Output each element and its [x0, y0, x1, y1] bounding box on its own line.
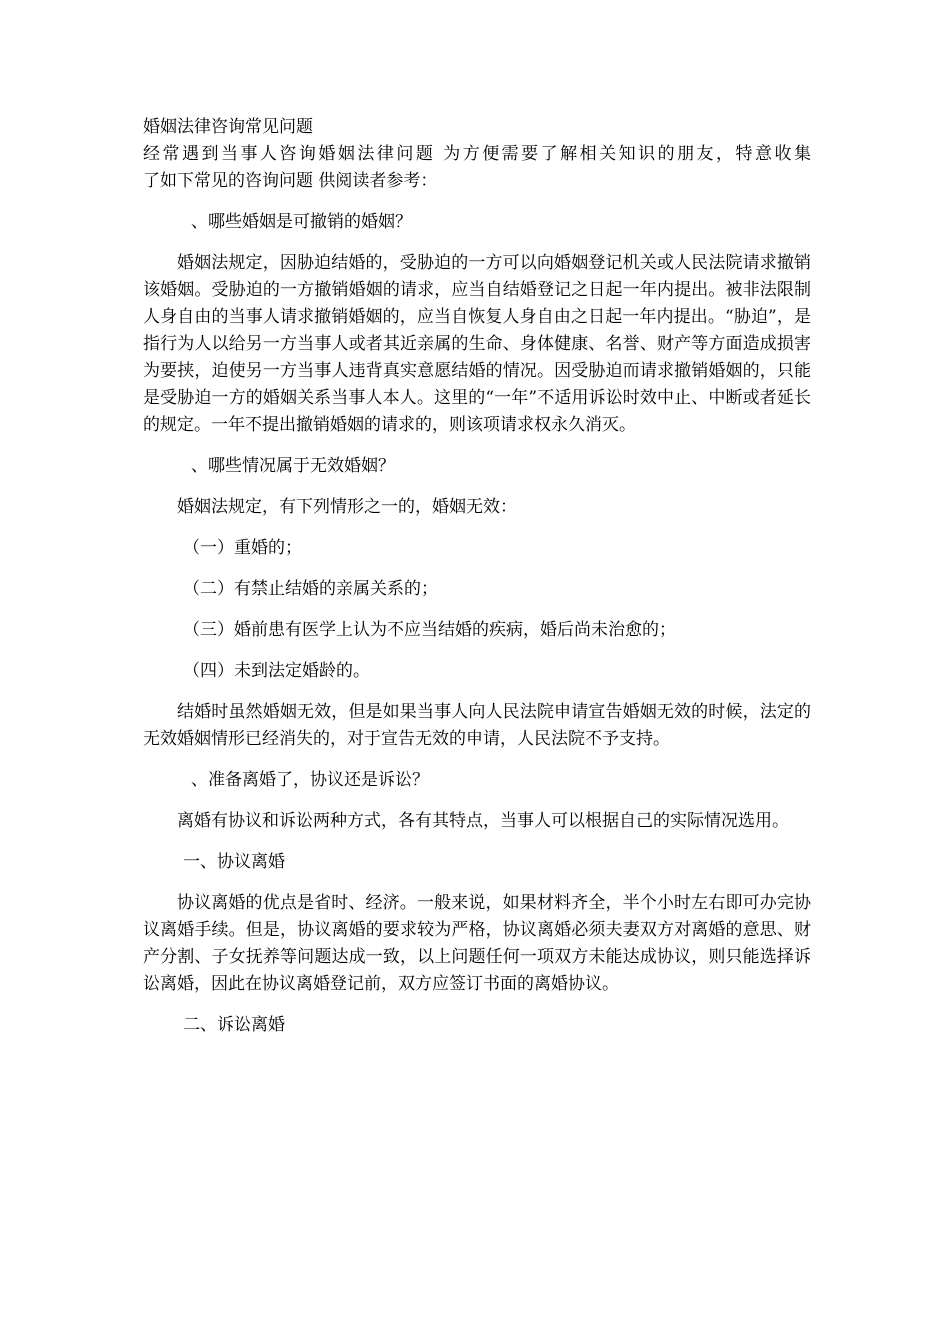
- q1-heading: 、哪些婚姻是可撤销的婚姻？: [191, 212, 412, 232]
- intro-line-2: 了如下常见的咨询问题 供阅读者参考：: [143, 171, 438, 191]
- q3-lead: 离婚有协议和诉讼两种方式，各有其特点，当事人可以根据自己的实际情况选用。: [177, 811, 789, 831]
- q2-item-1: （一）重婚的；: [183, 538, 302, 558]
- q2-note: 结婚时虽然婚姻无效，但是如果当事人向人民法院申请宣告婚姻无效的时候，法定的无效婚姻情形已经消失的，对于宣告无效的申请，人民法院不予支持。: [143, 702, 811, 749]
- q3-heading: 、准备离婚了，协议还是诉讼？: [191, 770, 429, 790]
- q3-sub2-title: 二、诉讼离婚: [183, 1015, 285, 1035]
- document-title: 婚姻法律咨询常见问题: [143, 117, 313, 137]
- q2-lead: 婚姻法规定，有下列情形之一的，婚姻无效：: [177, 497, 517, 517]
- q2-item-4: （四）未到法定婚龄的。: [183, 661, 370, 681]
- q2-item-2: （二）有禁止结婚的亲属关系的；: [183, 579, 438, 599]
- intro-line-1: 经常遇到当事人咨询婚姻法律问题 为方便需要了解相关知识的朋友，特意收集: [143, 144, 811, 164]
- document-page: [143, 114, 811, 1039]
- q3-sub1-body: 协议离婚的优点是省时、经济。一般来说，如果材料齐全，半个小时左右即可办完协议离婚手续。但是，协议离婚的要求较为严格，协议离婚必须夫妻双方对离婚的意思、财产分割、子女抚养等问题达成一致，以上问题任何一项双方未能达成协议，则只能选择诉讼离婚，因此在协议离婚登记前，双方应签订书面的离婚协议。: [143, 893, 811, 994]
- q2-heading: 、哪些情况属于无效婚姻？: [191, 456, 395, 476]
- q1-body: 婚姻法规定，因胁迫结婚的，受胁迫的一方可以向婚姻登记机关或人民法院请求撤销该婚姻。受胁迫的一方撤销婚姻的请求，应当自结婚登记之日起一年内提出。被非法限制人身自由的当事人请求撤销婚姻的，应当自恢复人身自由之日起一年内提出。“胁迫”，是指行为人以给另一方当事人或者其近亲属的生命、身体健康、名誉、财产等方面造成损害为要挟，迫使另一方当事人违背真实意愿结婚的情况。因受胁迫而请求撤销婚姻的，只能是受胁迫一方的婚姻关系当事人本人。这里的“一年”不适用诉讼时效中止、中断或者延长的规定。一年不提出撤销婚姻的请求的，则该项请求权永久消灭。: [143, 253, 811, 435]
- q2-item-3: （三）婚前患有医学上认为不应当结婚的疾病，婚后尚未治愈的；: [183, 620, 676, 640]
- q3-sub1-title: 一、协议离婚: [183, 852, 285, 872]
